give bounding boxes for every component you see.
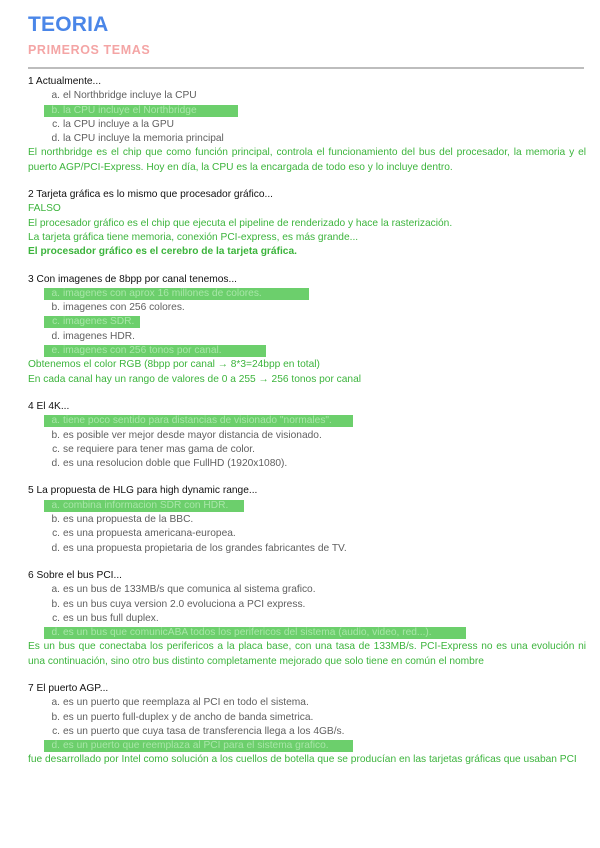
option — [28, 513, 586, 527]
question-title: 2 Tarjeta gráfica es lo mismo que procesador gráfico... — [28, 189, 273, 201]
option-letter: d. — [51, 627, 60, 639]
answer-explanation: El procesador gráfico es el chip que ejecuta el pipeline de renderizado y hace la rasterización. — [28, 217, 453, 229]
page-subtitle: PRIMEROS TEMAS — [28, 43, 151, 57]
option-letter: b. — [51, 302, 60, 314]
option-letter: a. — [51, 287, 60, 299]
answer-explanation: En cada canal hay un rango de valores de 0 a 255 → 256 tonos por canal — [28, 373, 362, 385]
option — [28, 457, 586, 471]
option — [28, 443, 586, 457]
option-text: imagenes HDR. — [63, 330, 135, 342]
question-5 — [28, 484, 586, 555]
answer-verdict: FALSO — [28, 203, 61, 215]
option-letter: d. — [51, 458, 60, 470]
option-text: se requiere para tener mas gama de color. — [63, 443, 255, 455]
option — [28, 89, 586, 103]
question-title: 3 Con imagenes de 8bpp por canal tenemos... — [28, 273, 237, 285]
option-text: es un bus que comunicABA todos los perifericos del sistema (audio, video, red...). — [63, 627, 432, 639]
option — [28, 330, 586, 344]
option-correct — [28, 499, 586, 513]
options-list — [28, 583, 586, 640]
option-letter: d. — [51, 330, 60, 342]
option-letter: b. — [51, 104, 60, 116]
option — [28, 711, 586, 725]
options-list — [28, 499, 586, 556]
option — [28, 301, 586, 315]
option-text: la CPU incluye el Northbridge — [63, 104, 197, 116]
option-text: es un bus full duplex. — [63, 612, 159, 624]
option — [28, 583, 586, 597]
title-divider — [28, 67, 584, 69]
option-letter: d. — [51, 133, 60, 145]
option-letter: d. — [51, 740, 60, 752]
option-correct — [28, 739, 586, 753]
page-title: TEORIA — [28, 13, 109, 36]
question-4 — [28, 400, 586, 471]
question-7 — [28, 682, 586, 768]
answer-explanation: El northbridge es el chip que como función principal, controla el funcionamiento del bus del procesador, la memoria y el puerto AGP/PCI-Express. Hoy en día, la CPU es la encargada de todo eso y lo incluye dentro. — [28, 147, 586, 173]
option — [28, 598, 586, 612]
option-letter: c. — [52, 528, 60, 540]
option-text: imagenes con 256 tonos por canal. — [63, 345, 222, 357]
answer-summary: El procesador gráfico es el cerebro de la tarjeta gráfica. — [28, 246, 297, 258]
option-letter: b. — [51, 711, 60, 723]
question-1 — [28, 75, 586, 175]
question-title: 4 El 4K... — [28, 400, 70, 412]
option-text: imagenes con aprox 16 millones de colores. — [63, 287, 262, 299]
option-letter: e. — [51, 345, 60, 357]
option-text: es posible ver mejor desde mayor distancia de visionado. — [63, 429, 322, 441]
option — [28, 429, 586, 443]
option-correct — [28, 414, 586, 428]
document-page — [28, 12, 586, 768]
option-letter: c. — [52, 443, 60, 455]
option-text: es un puerto que reemplaza al PCI en todo el sistema. — [63, 697, 309, 709]
option-letter: b. — [51, 598, 60, 610]
option-text: es una propuesta americana-europea. — [63, 528, 236, 540]
option-text: es una propuesta de la BBC. — [63, 514, 194, 526]
option-text: es un bus cuya version 2.0 evoluciona a PCI express. — [63, 598, 306, 610]
option-letter: b. — [51, 429, 60, 441]
option-letter: a. — [51, 90, 60, 102]
options-list — [28, 287, 586, 358]
option-text: imagenes SDR. — [63, 316, 135, 328]
option-text: la CPU incluye a la GPU — [63, 118, 174, 130]
option-letter: a. — [51, 499, 60, 511]
option-text: es un puerto que cuya tasa de transferencia llega a los 4GB/s. — [63, 725, 345, 737]
options-list — [28, 696, 586, 753]
options-list — [28, 89, 586, 146]
answer-explanation: Es un bus que conectaba los perifericos a la placa base, con una tasa de 133MB/s. PCI-Express no es una evolución ni una continuación, sino otro bus distinto completamente mejorado que solo tiene en común el nombre — [28, 641, 586, 667]
question-6 — [28, 569, 586, 669]
question-title: 1 Actualmente... — [28, 76, 102, 87]
answer-explanation: fue desarrollado por Intel como solución a los cuellos de botella que se producían en las tarjetas gráficas que usaban PCI — [28, 754, 577, 766]
option-correct — [28, 344, 586, 358]
option-letter: a. — [51, 697, 60, 709]
option — [28, 542, 586, 556]
question-title: 6 Sobre el bus PCI... — [28, 569, 123, 581]
option — [28, 725, 586, 739]
option-correct — [28, 287, 586, 301]
question-title: 7 El puerto AGP... — [28, 682, 109, 694]
option — [28, 132, 586, 146]
question-3 — [28, 273, 586, 387]
option-correct — [28, 315, 586, 329]
option-letter: c. — [52, 118, 60, 130]
answer-explanation: Obtenemos el color RGB (8bpp por canal → 8*3=24bpp en total) — [28, 359, 320, 371]
option-text: es una propuesta propietaria de los grandes fabricantes de TV. — [63, 542, 347, 554]
option — [28, 527, 586, 541]
option-text: la CPU incluye la memoria principal — [63, 133, 224, 145]
option-text: combina informacion SDR con HDR. — [63, 499, 229, 511]
option-text: es un bus de 133MB/s que comunica al sistema grafico. — [63, 584, 316, 596]
option-letter: a. — [51, 415, 60, 427]
question-title: 5 La propuesta de HLG para high dynamic range... — [28, 485, 258, 497]
option-letter: c. — [52, 316, 60, 328]
option-text: es una resolucion doble que FullHD (1920x1080). — [63, 458, 288, 470]
option-text: imagenes con 256 colores. — [63, 302, 185, 314]
option-letter: c. — [52, 725, 60, 737]
option-letter: a. — [51, 584, 60, 596]
option-text: es un puerto que reemplaza al PCI para el sistema grafico. — [63, 740, 329, 752]
option-letter: b. — [51, 514, 60, 526]
option-text: es un puerto full-duplex y de ancho de banda simetrica. — [63, 711, 314, 723]
options-list — [28, 414, 586, 471]
option-text: el Northbridge incluye la CPU — [63, 90, 197, 102]
option-letter: d. — [51, 542, 60, 554]
option-letter: c. — [52, 612, 60, 624]
question-2 — [28, 188, 586, 259]
option-correct — [28, 626, 586, 640]
option-correct — [28, 104, 586, 118]
option — [28, 118, 586, 132]
option — [28, 612, 586, 626]
option — [28, 696, 586, 710]
option-text: tiene poco sentido para distancias de visionado "normales". — [63, 415, 332, 427]
answer-explanation: La tarjeta gráfica tiene memoria, conexión PCI-express, es más grande... — [28, 231, 359, 243]
